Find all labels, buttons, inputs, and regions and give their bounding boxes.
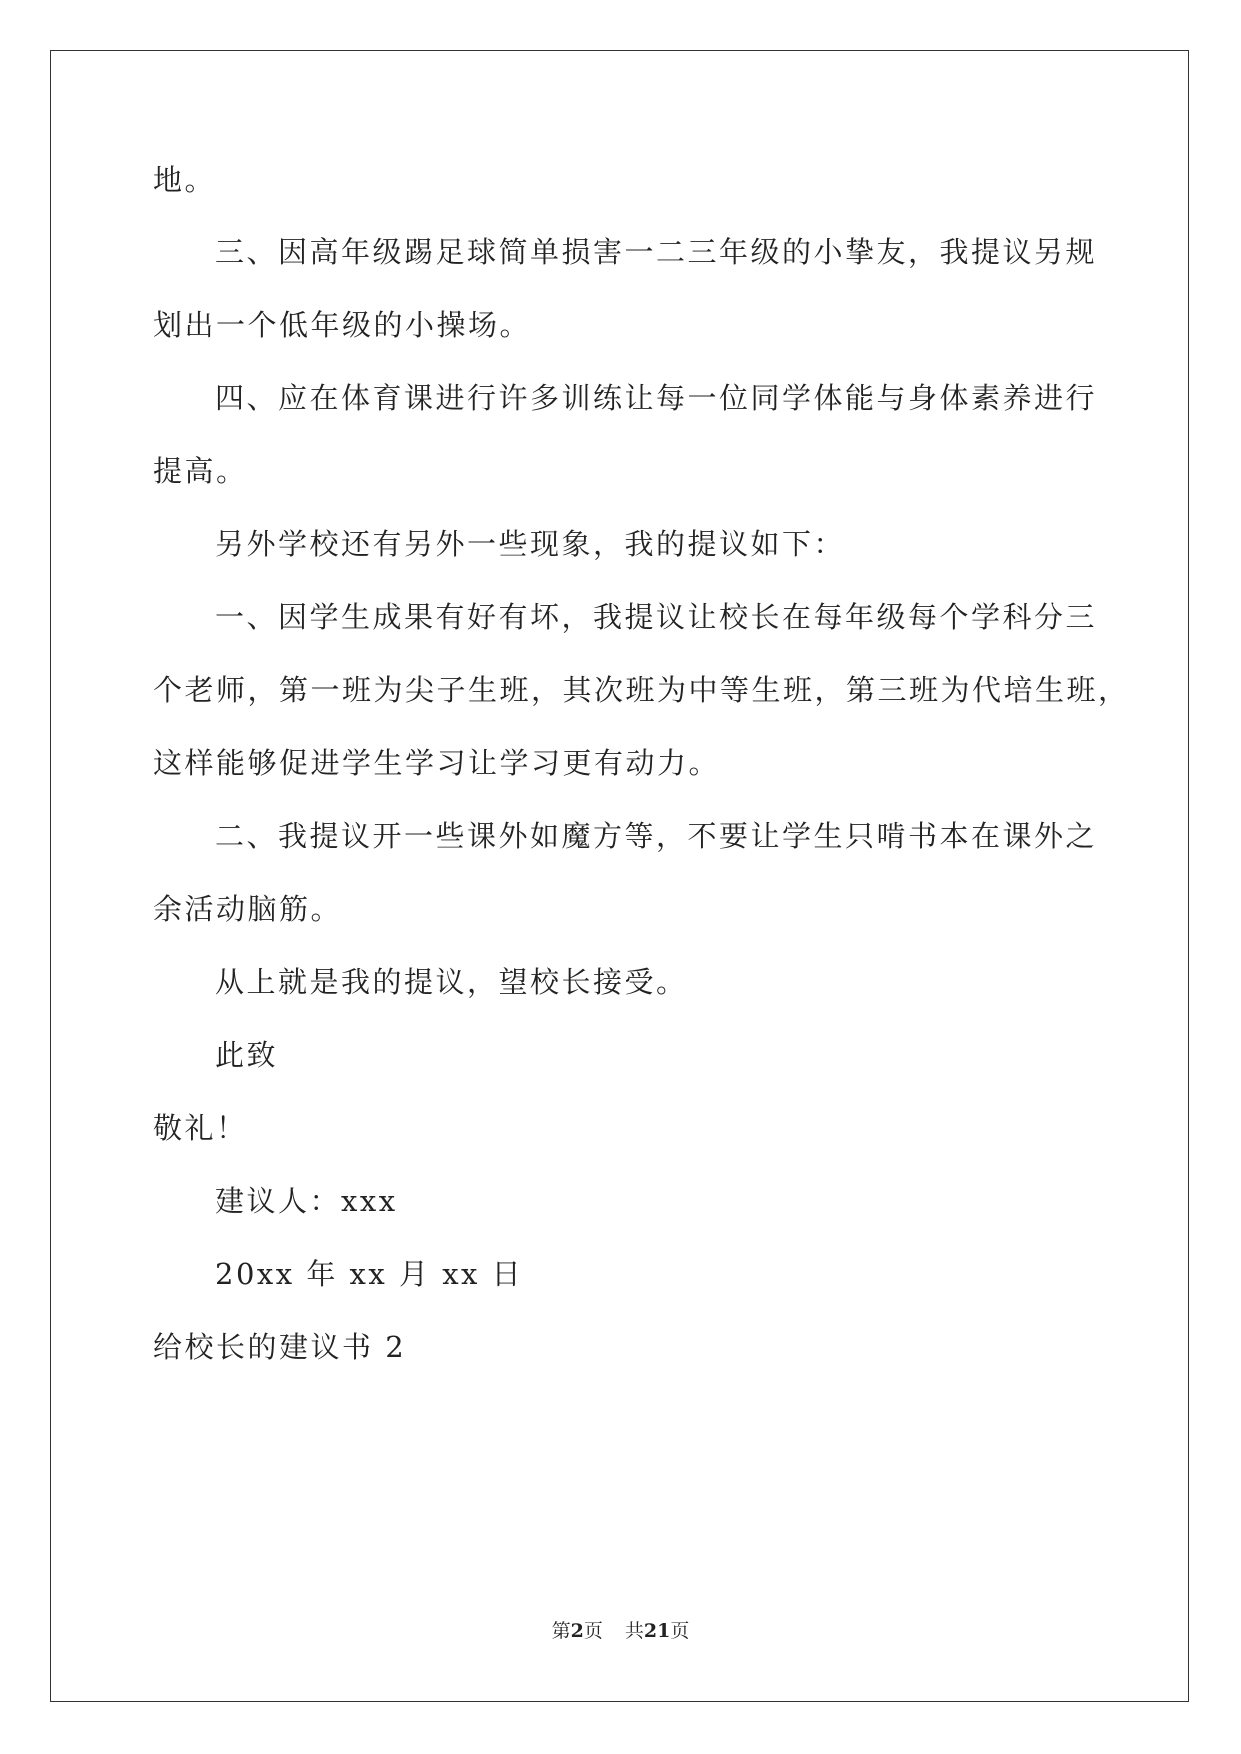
page-current: 2 (570, 1620, 584, 1642)
text-line: 三、因高年级踢足球简单损害一二三年级的小挚友，我提议另规 (215, 235, 1098, 269)
total-prefix: 共 (624, 1620, 644, 1642)
text-line: 四、应在体育课进行许多训练让每一位同学体能与身体素养进行 (215, 381, 1098, 415)
text-line: 个老师，第一班为尖子生班，其次班为中等生班，第三班为代培生班， (153, 673, 1130, 707)
text-line: 余活动脑筋。 (153, 892, 343, 926)
text-line: 划出一个低年级的小操场。 (153, 308, 532, 342)
salutation-line: 敬礼！ (153, 1111, 248, 1145)
text-line: 提高。 (153, 454, 248, 488)
page-suffix: 页 (583, 1620, 603, 1642)
text-line: 一、因学生成果有好有坏，我提议让校长在每年级每个学科分三 (215, 600, 1098, 634)
date-line: 20xx 年 xx 月 xx 日 (215, 1257, 524, 1291)
text-line: 地。 (153, 163, 217, 197)
page-total: 21 (643, 1620, 671, 1642)
page-border (50, 50, 1189, 1702)
text-line: 二、我提议开一些课外如魔方等，不要让学生只啃书本在课外之 (215, 819, 1098, 853)
page-prefix: 第 (551, 1620, 571, 1642)
total-suffix: 页 (670, 1620, 690, 1642)
text-line: 这样能够促进学生学习让学习更有动力。 (153, 746, 721, 780)
signature-line: 建议人：xxx (215, 1184, 398, 1218)
text-line: 从上就是我的提议，望校长接受。 (215, 965, 688, 999)
text-line: 另外学校还有另外一些现象，我的提议如下： (215, 527, 846, 561)
page-footer (0, 1618, 1241, 1644)
section-heading: 给校长的建议书 2 (153, 1330, 407, 1364)
salutation-line: 此致 (215, 1038, 279, 1072)
